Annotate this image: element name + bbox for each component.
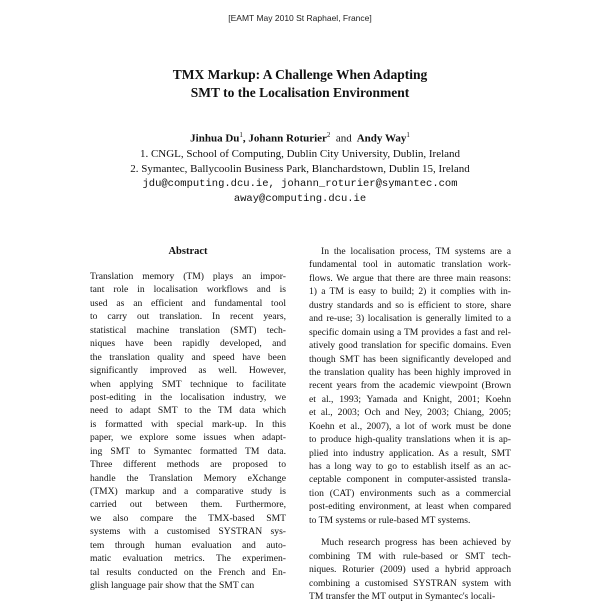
text-line: combining TM with rule-based or SMT tech-	[309, 550, 511, 562]
text-line: flows. We argue that there are three main reasons:	[309, 272, 511, 284]
title-line-2: SMT to the Localisation Environment	[190, 85, 410, 100]
text-line: and re-use; 3) localisation is generally limited to a	[309, 313, 511, 325]
title-line-1: TMX Markup: A Challenge When Adapting	[172, 67, 428, 82]
paper-title	[0, 66, 600, 102]
text-line: to produce high-quality translations when it is ap-	[309, 434, 511, 446]
text-line: specific domain using a TM provides a fast and rel-	[309, 326, 511, 338]
text-line: when applying SMT technique to facilitate	[90, 378, 286, 390]
text-line: Much research progress has been achieved by	[321, 537, 511, 549]
text-line: to TM systems or rule-based MT systems.	[309, 514, 471, 526]
author-1: Jinhua Du	[190, 132, 240, 145]
body-column	[309, 245, 511, 603]
text-line: et al., 1993; Yamada and Knight, 2001; Koehn	[309, 393, 511, 405]
text-line: we also compare the TMX-based SMT	[90, 512, 286, 524]
text-line: ceptable component in computer-assisted transla-	[309, 474, 511, 486]
text-line: tion (CAT) environments such as a commercial	[309, 487, 511, 499]
body-paragraph-2	[309, 536, 511, 603]
text-line: handle the Translation Memory eXchange	[90, 472, 286, 484]
text-line: the translation quality has been highly improved in	[309, 366, 511, 378]
text-line: atively good translation for specific domains. Even	[309, 340, 511, 352]
text-line: ing SMT to Symantec formatted TM data.	[90, 445, 286, 457]
author-3-affil: 1	[406, 131, 410, 139]
text-line: Three different methods are proposed to	[90, 459, 286, 471]
conference-note: [EAMT May 2010 St Raphael, France]	[228, 13, 372, 23]
text-line: 1) a TM is easy to build; 2) it complies with in-	[309, 286, 511, 298]
text-line: fundamental tool in automatic translation work-	[309, 259, 511, 271]
text-line: tem through human evaluation and auto-	[90, 539, 286, 551]
text-line: statistical machine translation (SMT) tech-	[90, 324, 286, 336]
text-line: though SMT has been significantly developed and	[309, 353, 511, 365]
author-2-affil: 2	[326, 131, 331, 139]
text-line: (TMX) markup and a comparative study is	[90, 486, 286, 497]
text-line: niques. Roturier (2009) used a hybrid approach	[309, 564, 511, 576]
text-line: post-editing environment, at least when compared	[309, 501, 511, 513]
author-and: and	[335, 132, 352, 145]
text-line: the translation quality and speed have been	[90, 351, 286, 363]
author-names	[0, 128, 600, 147]
text-line: need to adapt SMT to the TM data which	[90, 405, 286, 417]
affiliation-2: 2. Symantec, Ballycoolin Business Park, Blanchardstown, Dublin 15, Ireland	[130, 162, 470, 175]
abstract-heading: Abstract	[168, 246, 208, 257]
email-line-2: away@computing.dcu.ie	[233, 192, 367, 205]
body-paragraph-1	[309, 245, 511, 527]
author-3: Andy Way	[356, 132, 407, 145]
text-line: plied into industry application. As a result, SMT	[309, 447, 511, 459]
text-line: Translation memory (TM) plays an impor-	[90, 271, 286, 282]
text-line: used as an efficient and fundamental tool	[90, 297, 286, 309]
text-line: significantly improved as well. However,	[90, 365, 286, 377]
text-line: has a long way to go to establish itself as an ac-	[309, 461, 511, 472]
author-1-affil: 1	[239, 131, 243, 139]
abstract-body	[90, 270, 286, 593]
text-line: carried out between them. Furthermore,	[90, 499, 286, 511]
text-line: is formatted with special mark-up. In this	[90, 418, 286, 430]
abstract-column	[90, 245, 286, 593]
text-line: et al., 2003; Och and Ney, 2003; Chiang, 2005;	[309, 407, 511, 419]
author-2: Johann Roturier	[248, 132, 327, 145]
author-block	[0, 128, 600, 207]
email-line-1: jdu@computing.dcu.ie, johann_roturier@symantec.com	[142, 177, 458, 190]
text-line: tal results conducted on the French and En-	[90, 566, 286, 578]
text-line: to carry out translation. In recent years,	[90, 311, 286, 323]
author-separator: ,	[242, 132, 246, 145]
text-line: Koehn et al., 2007), a lot of work must be done	[309, 420, 511, 432]
text-line: In the localisation process, TM systems are a	[321, 246, 511, 257]
text-line: niques have been rapidly developed, and	[90, 338, 286, 350]
text-line: dustry standards and so is efficient to store, share	[309, 299, 511, 311]
text-line: matic evaluation metrics. The experimen-	[90, 553, 286, 565]
affiliation-1: 1. CNGL, School of Computing, Dublin City University, Dublin, Ireland	[139, 147, 461, 160]
text-line: systems with a customised SYSTRAN sys-	[90, 526, 286, 538]
text-line: glish language pair show that the SMT can	[90, 580, 255, 592]
text-line: tant role in localisation workflows and is	[90, 284, 286, 296]
text-line: TM transfer the MT output in Symantec's locali-	[309, 590, 496, 602]
text-line: post-editing in the localisation industry, we	[90, 391, 286, 403]
text-line: combining a customised SYSTRAN system with	[309, 577, 511, 589]
text-line: paper, we explore some issues when adapt-	[90, 432, 286, 444]
text-line: recent years from the academic viewpoint (Brown	[309, 380, 511, 392]
